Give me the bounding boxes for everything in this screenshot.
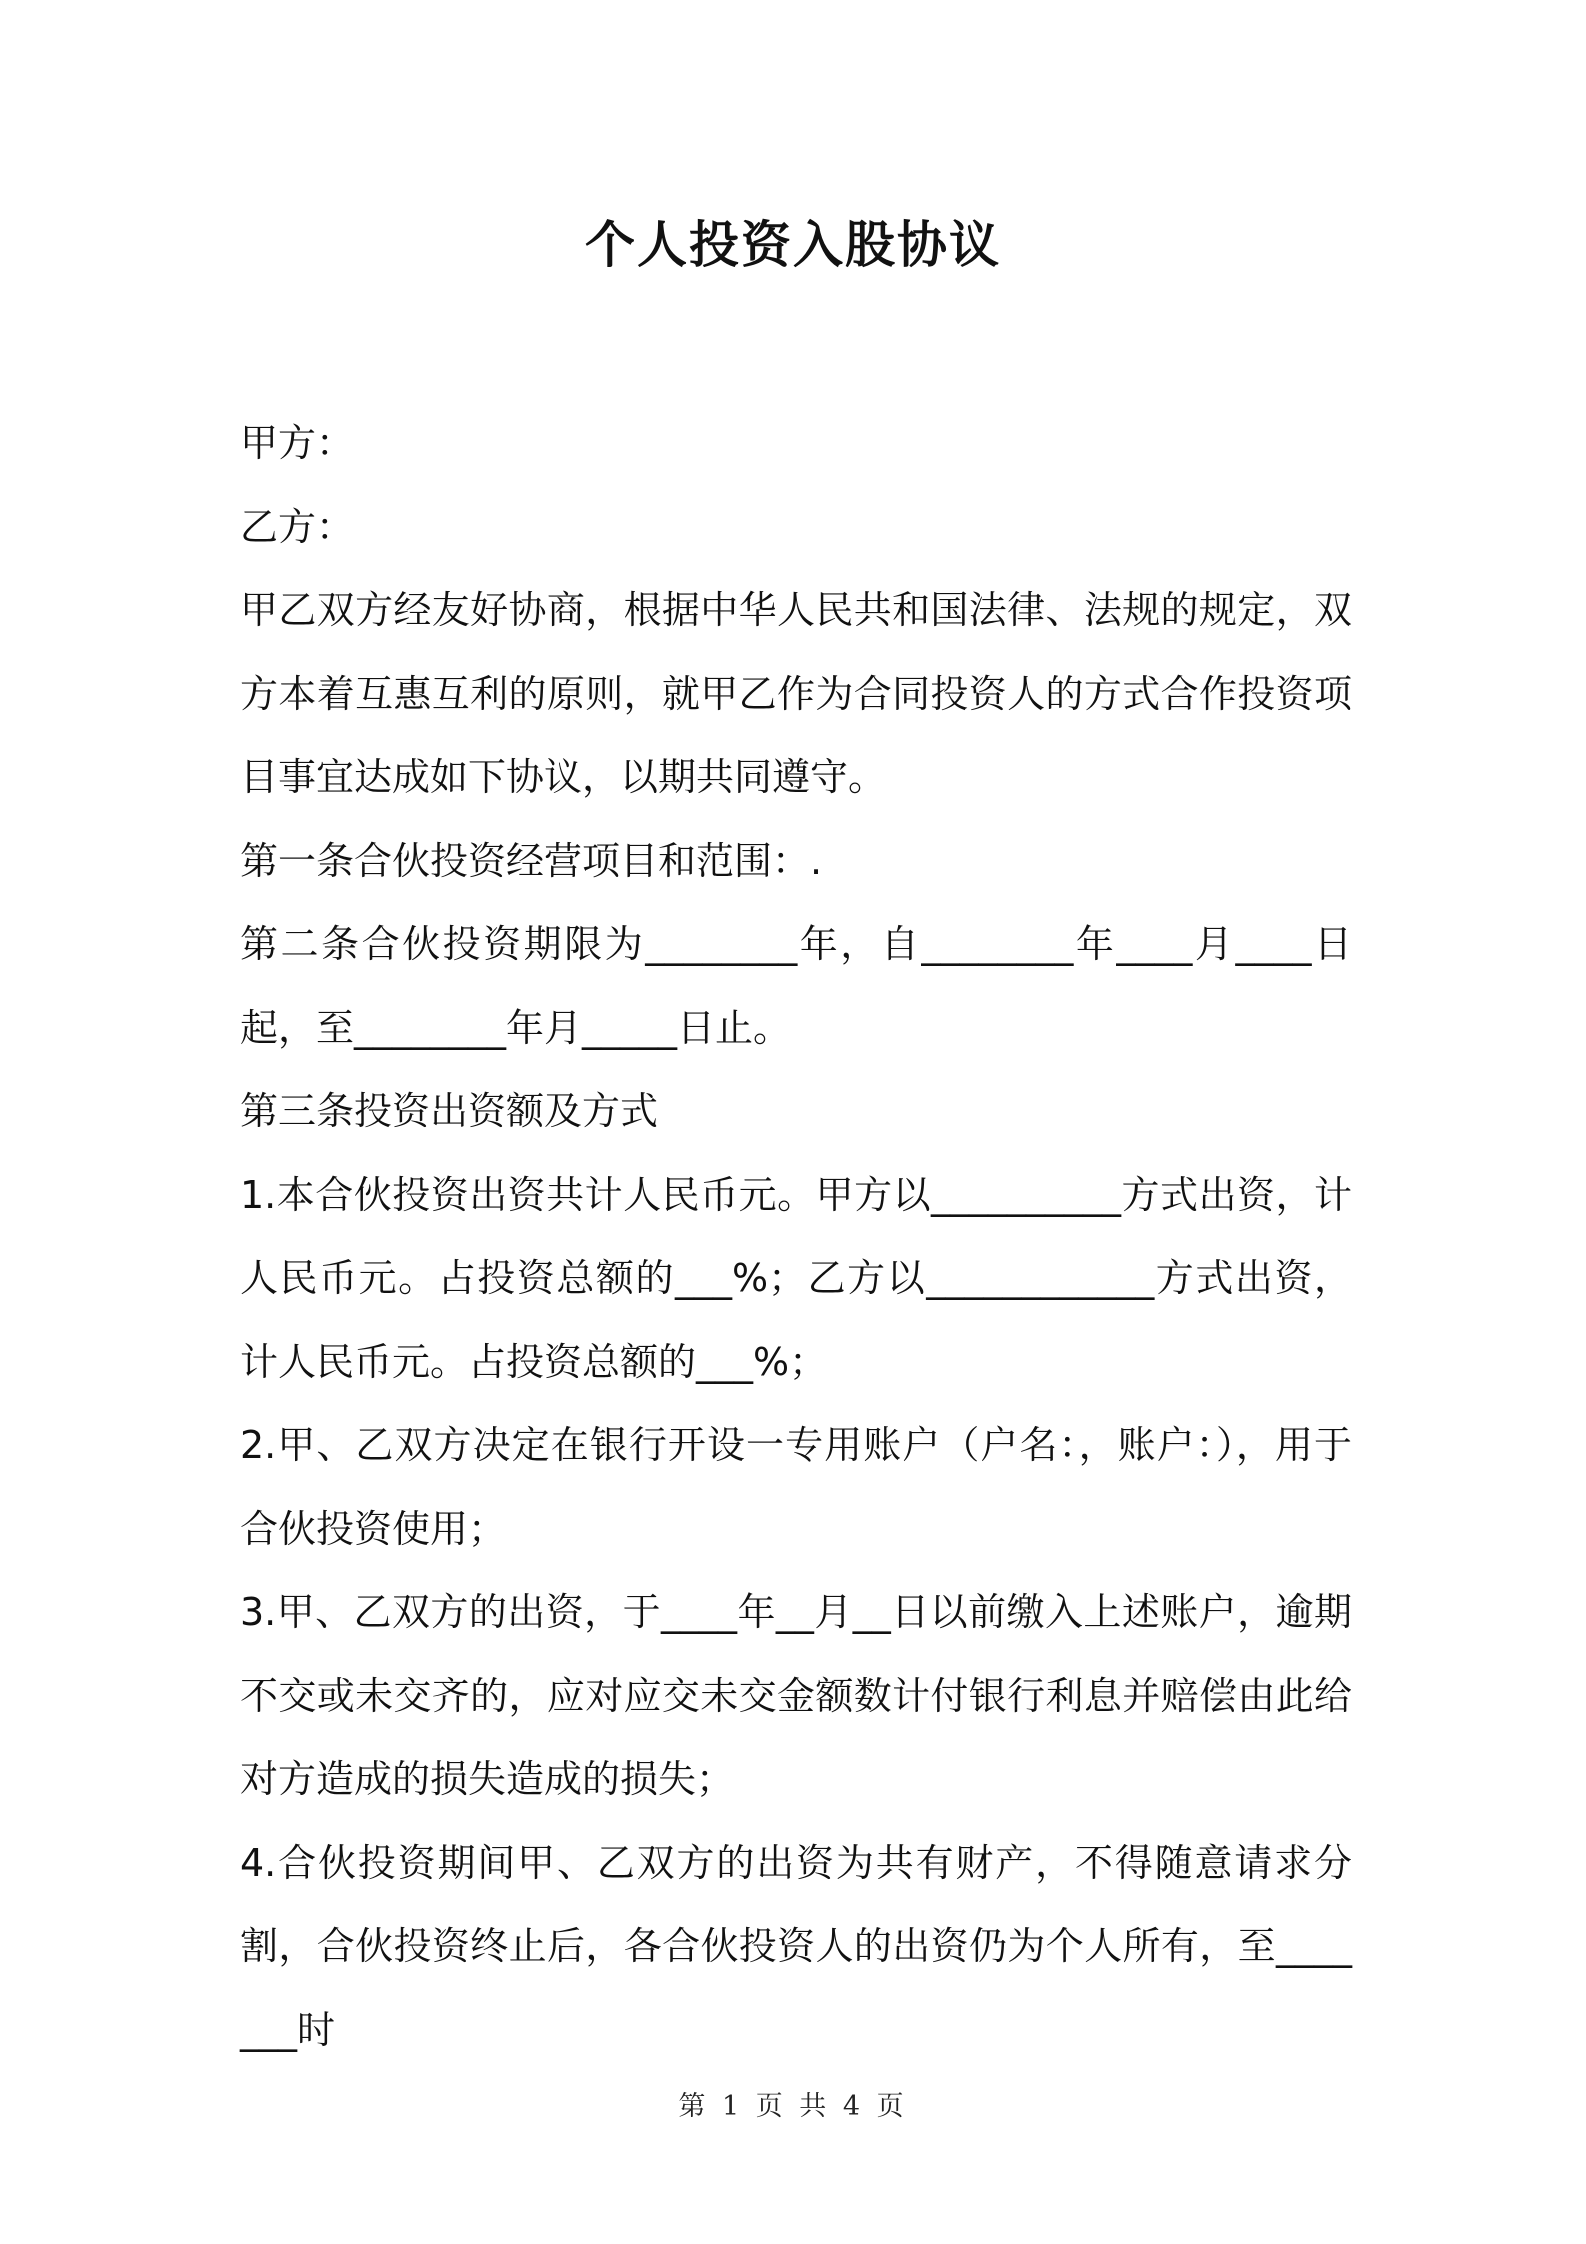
party-b-line: 乙方： (240, 504, 355, 549)
article-1: 第一条合伙投资经营项目和范围：. (240, 838, 823, 883)
party-a-line: 甲方： (240, 421, 355, 465)
article-2: 第二条合伙投资期限为________年，自________年____月____日起，至________年月_____日止。 (240, 922, 1352, 1050)
clause-3: 3.甲、乙双方的出资，于____年__月__日以前缴入上述账户，逾期不交或未交齐的，应对应交未交金额数计付银行利息并赔偿由此给对方造成的损失造成的损失； (240, 1590, 1352, 1801)
clause-1: 1.本合伙投资出资共计人民币元。甲方以__________方式出资，计人民币元。占投资总额的___%；乙方以____________方式出资，计人民币元。占投资总额的___%； (240, 1172, 1352, 1384)
document-body (240, 402, 1352, 2072)
article-3-heading: 第三条投资出资额及方式 (240, 1089, 659, 1133)
document-title: 个人投资入股协议 (585, 216, 1001, 274)
clause-2: 2.甲、乙双方决定在银行开设一专用账户（户名：，账户：），用于合伙投资使用； (240, 1423, 1352, 1551)
clause-4: 4.合伙投资期间甲、乙双方的出资为共有财产，不得随意请求分割，合伙投资终止后，各合伙投资人的出资仍为个人所有，至_______时 (240, 1840, 1352, 2052)
preamble-paragraph: 甲乙双方经友好协商，根据中华人民共和国法律、法规的规定，双方本着互惠互利的原则，就甲乙作为合同投资人的方式合作投资项目事宜达成如下协议，以期共同遵守。 (240, 588, 1352, 799)
page-number-footer: 第 1 页 共 4 页 (678, 2091, 908, 2122)
